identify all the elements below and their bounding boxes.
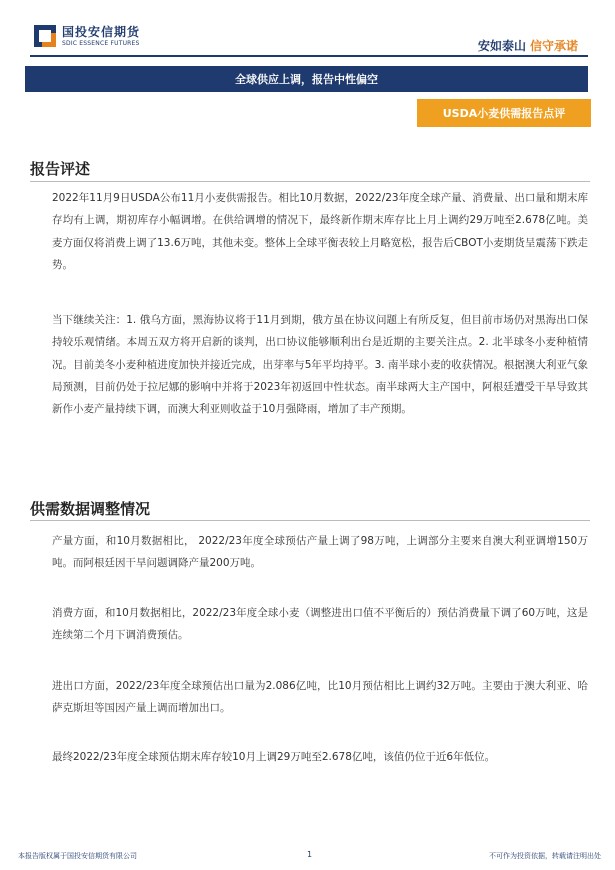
slogan (478, 37, 578, 54)
slogan-part-2: 信守承诺 (529, 39, 578, 53)
paragraph: 进出口方面，2022/23年度全球预估出口量为2.086亿吨，比10月预估相比上调约32万吨。主要由于澳大利亚、哈萨克斯坦等国因产量上调而增加出口。 (52, 680, 588, 715)
section-divider (30, 181, 590, 182)
paragraph: 当下继续关注：1. 俄乌方面，黑海协议将于11月到期，俄方虽在协议问题上有所反复，但目前市场仍对黑海出口保持较乐观情绪。本周五双方将开启新的谈判，出口协议能够顺利出台是近期的主要关注点。2. 北半球冬小麦种植情况。目前美冬小麦种植进度加快并接近完成，出芽率与5年平均持平。3. 南半球小麦的收获情况。根据澳大利亚气象局预测，目前仍处于拉尼娜的影响中并将于2023年初返回中性状态。南半球两大主产国中，阿根廷遭受干旱导致其新作小麦产量持续下调，而澳大利亚则收益于10月强降雨，增加了丰产预期。 (52, 314, 588, 416)
paragraph: 消费方面，和10月数据相比，2022/23年度全球小麦（调整进出口值不平衡后的）预估消费量下调了60万吨，这是连续第二个月下调消费预估。 (52, 607, 588, 642)
company-name-cn: 国投安信期货 (62, 25, 141, 39)
footer-disclaimer: 不可作为投资依据，转载请注明出处 (489, 852, 601, 860)
paragraph: 最终2022/23年度全球预估期末库存较10月上调29万吨至2.678亿吨，该值仍位于近6年低位。 (52, 751, 496, 763)
section-divider (30, 520, 590, 521)
paragraph: 产量方面，和10月数据相比， 2022/23年度全球预估产量上调了98万吨，上调部分主要来自澳大利亚调增150万吨。而阿根廷因干旱问题调降产量200万吨。 (52, 535, 588, 570)
page-number: 1 (307, 850, 313, 859)
page-header (0, 0, 615, 64)
header-divider (30, 55, 588, 57)
paragraph: 2022年11月9日USDA公布11月小麦供需报告。相比10月数据，2022/23年度全球产量、消费量、出口量和期末库存均有上调，期初库存小幅调增。在供给调增的情况下，最终新作期末库存比上月上调约29万吨至2.678亿吨。美麦方面仅将消费上调了13.6万吨，其他未变。整体上全球平衡表较上月略宽松，报告后CBOT小麦期货呈震荡下跌走势。 (52, 192, 588, 271)
section-heading-review: 报告评述 (30, 160, 91, 178)
footer-copyright: 本报告版权属于国投安信期货有限公司 (18, 852, 137, 860)
report-title-bar: 全球供应上调，报告中性偏空 (25, 66, 588, 92)
section-heading-adjustments: 供需数据调整情况 (30, 500, 151, 518)
report-type-tag: USDA小麦供需报告点评 (417, 99, 591, 127)
company-name-en: SDIC ESSENCE FUTURES (62, 40, 140, 47)
slogan-part-1: 安如泰山 (477, 39, 526, 53)
company-logo-icon (34, 25, 56, 47)
